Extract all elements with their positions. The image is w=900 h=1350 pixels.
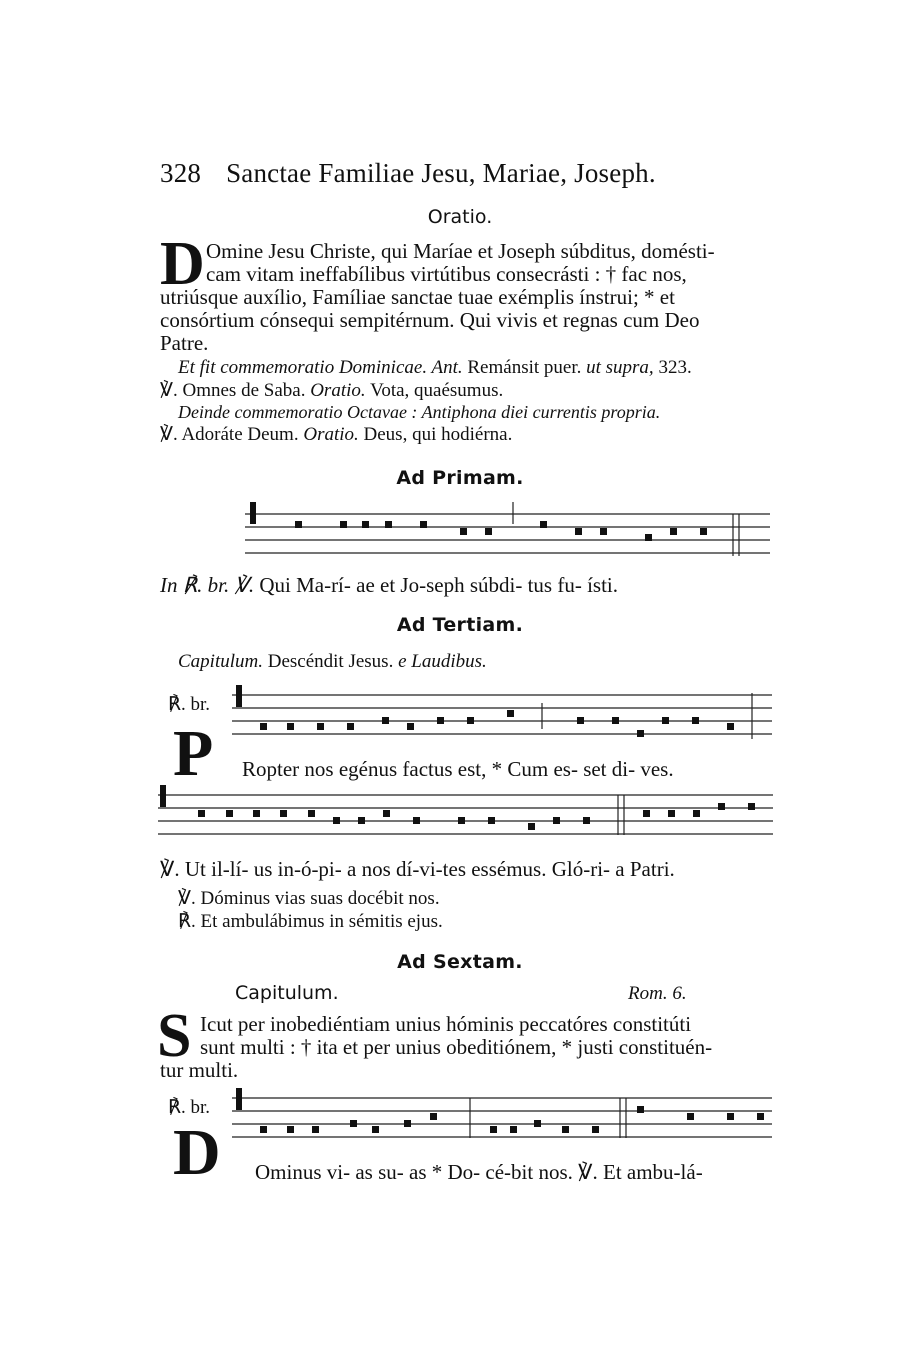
commemoration-line: [178, 357, 692, 379]
capitulum-line: Icut per inobediéntiam unius hóminis peccatóres constitúti: [200, 1012, 692, 1036]
chant-lyrics-tertiam-2: ℣. Ut il-lí- us in-ó-pi- a nos dí-vi-tes essémus. Gló-ri- a Patri.: [160, 857, 675, 881]
rubric-text: In ℟. br. ℣.: [160, 573, 255, 597]
rubric-text: Oratio.: [303, 424, 359, 445]
page-reference: 323.: [658, 357, 692, 378]
chant-staff-tertiam-1: [232, 683, 777, 749]
chant-staff-sextam: [232, 1086, 777, 1152]
versicle-text: Omnes de Saba.: [182, 380, 306, 401]
lyrics-text: Qui Ma-rí- ae et Jo-seph súbdi- tus fu- ísti.: [259, 573, 619, 597]
chant-staff-tertiam-2: [158, 783, 778, 849]
rubric-text: Oratio.: [310, 380, 366, 401]
oratio-incipit: Vota, quaésumus.: [370, 380, 504, 401]
scripture-reference: Rom. 6.: [628, 983, 687, 1004]
capitulum-incipit: Descéndit Jesus.: [267, 651, 394, 672]
capitulum-line: [178, 651, 487, 673]
commemoration-line: [160, 379, 503, 402]
rubric-text: Capitulum.: [178, 651, 263, 672]
versicle-symbol: ℣.: [160, 424, 178, 445]
versicle-line: ℣. Dóminus vias suas docébit nos.: [178, 888, 440, 909]
page-number: 328: [160, 158, 202, 188]
oratio-line: cam vitam ineffabílibus virtútibus consecrásti : † fac nos,: [206, 262, 687, 286]
sextam-drop-initial: S: [157, 1002, 192, 1070]
ad-tertiam-heading: Ad Tertiam.: [396, 614, 524, 636]
ad-sextam-heading: Ad Sextam.: [397, 951, 523, 973]
ad-primam-heading: Ad Primam.: [396, 467, 524, 489]
versicle-symbol: ℣.: [160, 380, 178, 401]
oratio-line: utriúsque auxílio, Famíliae sanctae tuae exémplis ínstrui; * et: [160, 285, 675, 309]
rubric-text: ut supra,: [586, 357, 654, 378]
page-header: [160, 158, 656, 189]
capitulum-line: tur multi.: [160, 1058, 239, 1082]
responsory-label: ℟. br.: [168, 1097, 211, 1118]
versicle-text: Adoráte Deum.: [181, 424, 299, 445]
rubric-text: Deinde commemoratio Octavae : Antiphona diei currentis propria.: [178, 402, 661, 422]
capitulum-heading: Capitulum.: [235, 982, 339, 1004]
responsory-label: ℟. br.: [168, 694, 211, 715]
antiphon-incipit: Remánsit puer.: [467, 357, 582, 378]
oratio-line: Patre.: [160, 331, 209, 355]
response-line: ℟. Et ambulábimus in sémitis ejus.: [178, 911, 443, 932]
oratio-line: consórtium cónsequi sempitérnum. Qui vivis et regnas cum Deo: [160, 308, 700, 332]
tertiam-drop-initial: P: [173, 717, 214, 790]
capitulum-line: sunt multi : † ita et per unius obeditiónem, * justi constituén-: [200, 1035, 713, 1059]
chant-lyrics-primam: [160, 573, 618, 598]
sextam-chant-drop-initial: D: [173, 1116, 221, 1189]
chant-lyrics-sextam: Ominus vi- as su- as * Do- cé-bit nos. ℣. Et ambu-lá-: [255, 1160, 703, 1184]
oratio-line: Omine Jesu Christe, qui Maríae et Joseph súbditus, domésti-: [206, 239, 715, 263]
page-title: Sanctae Familiae Jesu, Mariae, Joseph.: [226, 158, 656, 188]
rubric-text: Et fit commemoratio Dominicae. Ant.: [178, 357, 463, 378]
oratio-heading: Oratio.: [427, 206, 493, 228]
chant-lyrics-tertiam-1: Ropter nos egénus factus est, * Cum es- set di- ves.: [242, 757, 674, 781]
oratio-incipit: Deus, qui hodiérna.: [363, 424, 513, 445]
commemoration-line: [160, 423, 512, 446]
chant-staff-primam: [245, 498, 775, 564]
oratio-drop-initial: D: [160, 230, 205, 298]
rubric-text: e Laudibus.: [398, 651, 487, 672]
